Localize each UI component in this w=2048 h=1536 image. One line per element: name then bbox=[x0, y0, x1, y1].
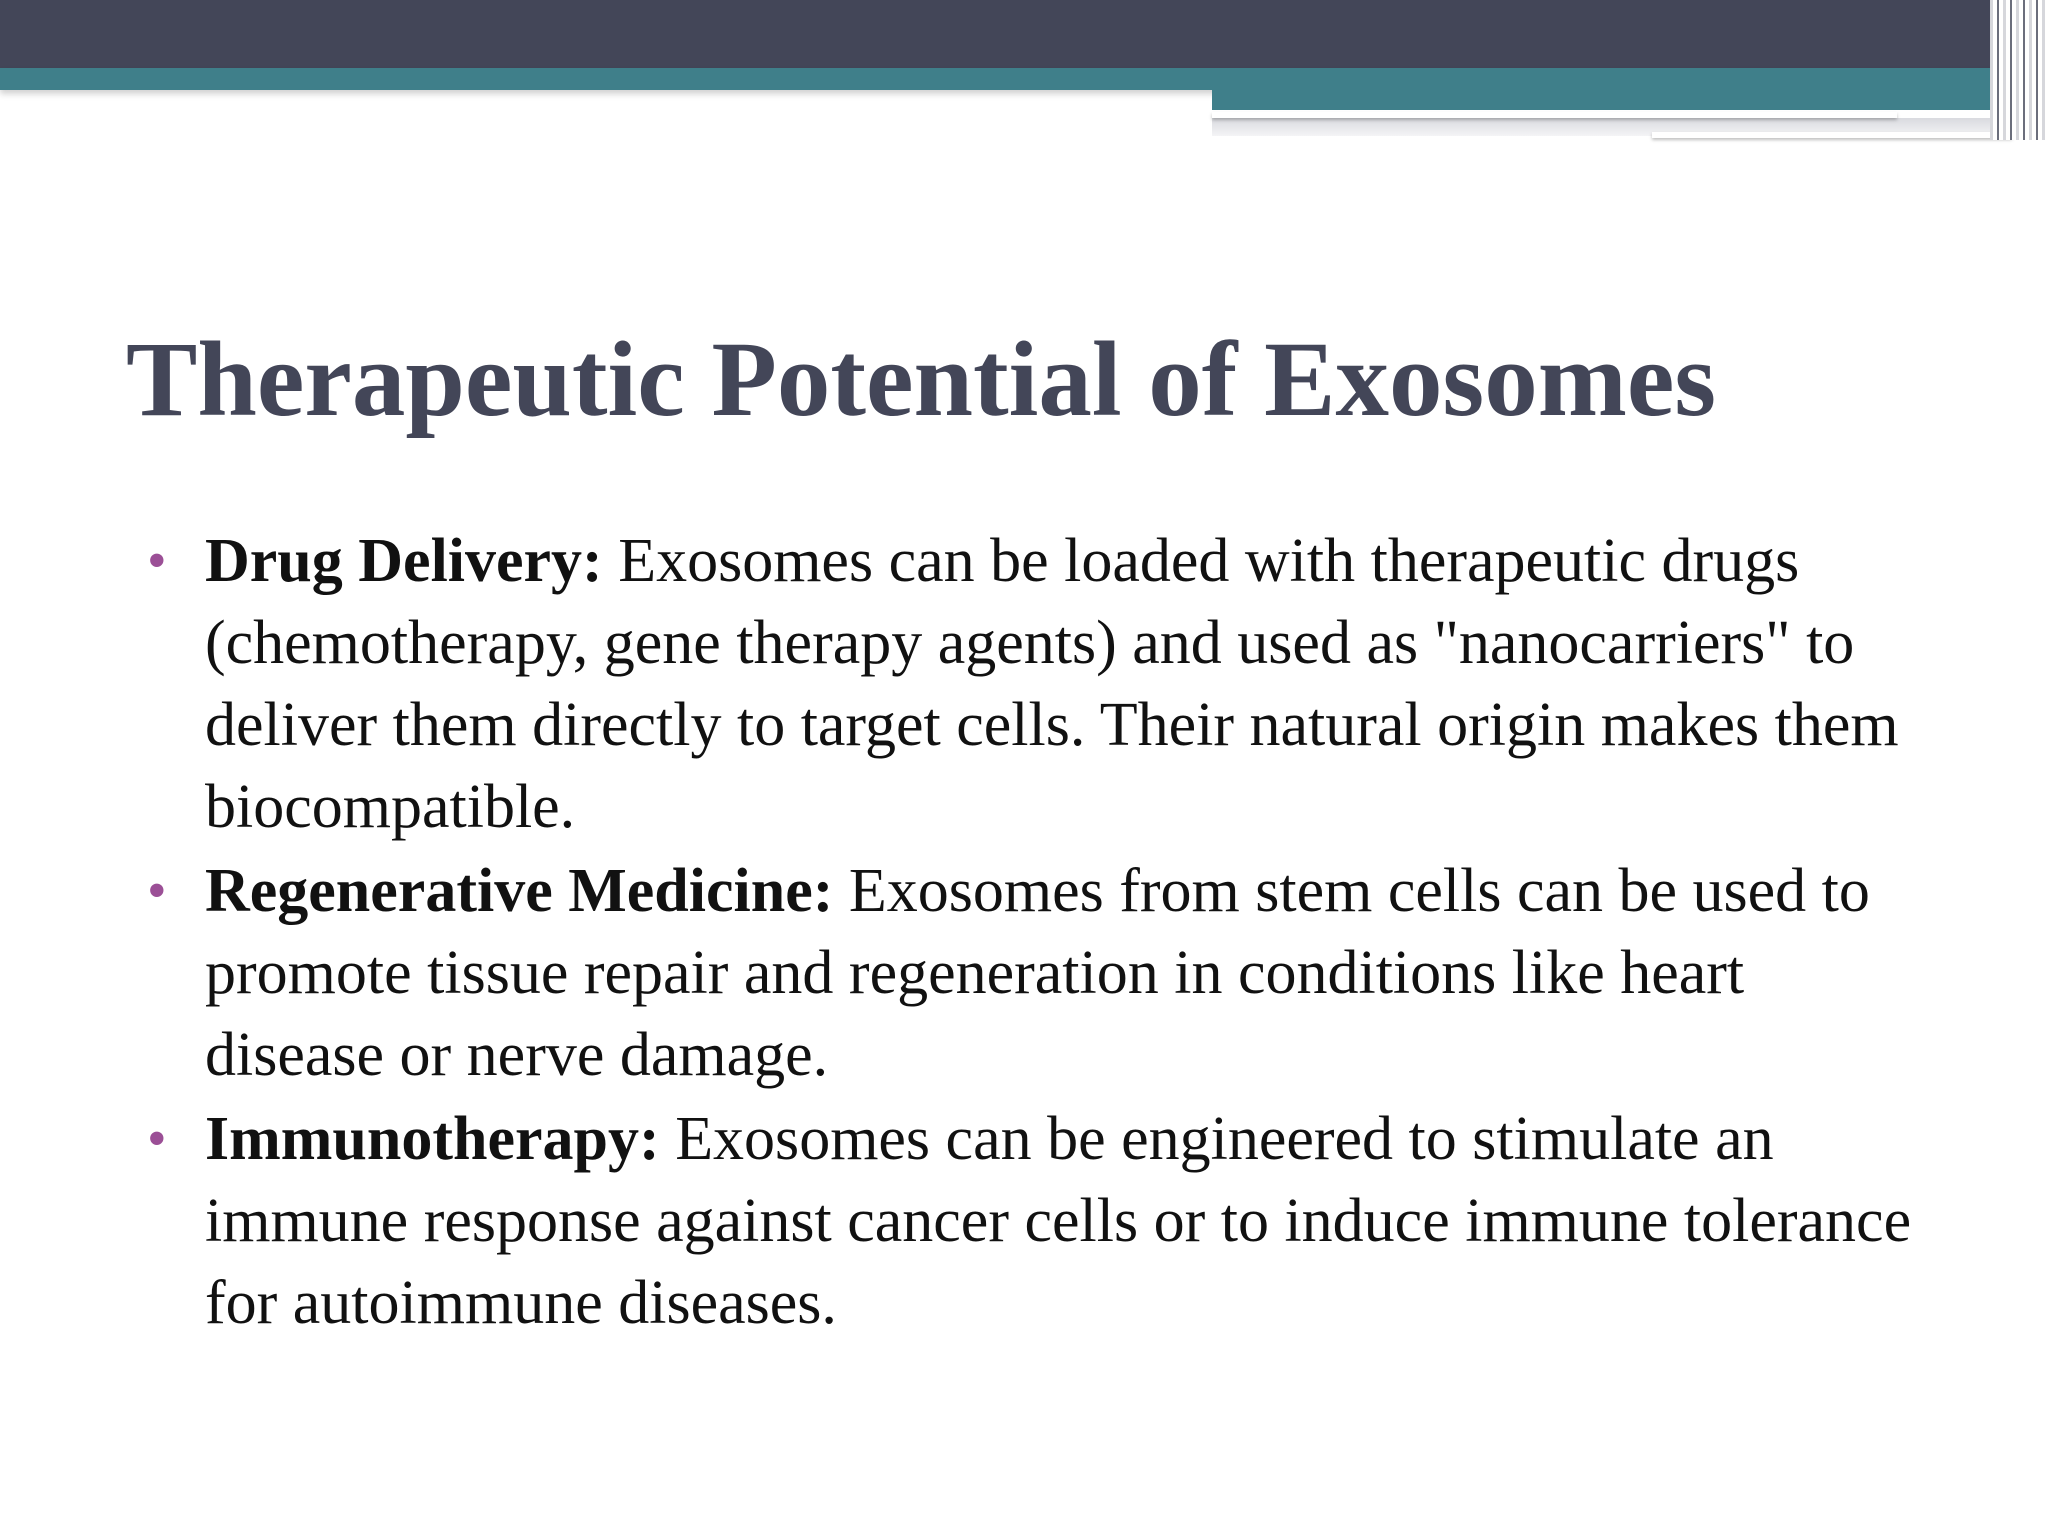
bullet-term: Drug Delivery: bbox=[205, 527, 603, 595]
slide-title: Therapeutic Potential of Exosomes bbox=[126, 321, 1716, 439]
bullet-item-immunotherapy bbox=[147, 1098, 1925, 1344]
header-band-teal bbox=[0, 68, 2048, 90]
bullet-term: Immunotherapy: bbox=[205, 1105, 660, 1173]
header-band-teal-step bbox=[1212, 88, 2048, 110]
header-rule-short bbox=[1652, 132, 2012, 138]
bullet-list bbox=[147, 520, 1925, 1346]
bullet-dot-icon: • bbox=[147, 1108, 167, 1170]
bullet-term: Regenerative Medicine: bbox=[205, 857, 834, 925]
header-right-stripes bbox=[1990, 0, 2048, 140]
bullet-text: Exosomes can be engineered to stimulate an immune response against cancer cells or to induce immune tolerance for autoimmune diseases. bbox=[205, 1105, 1912, 1337]
header-rule-long bbox=[1212, 112, 1897, 118]
bullet-item-drug-delivery bbox=[147, 520, 1925, 848]
header-band-dark bbox=[0, 0, 2048, 68]
bullet-text: Exosomes can be loaded with therapeutic drugs (chemotherapy, gene therapy agents) and used as "nanocarriers" to deliver them directly to target cells. Their natural origin makes them biocompatible. bbox=[205, 527, 1899, 841]
bullet-dot-icon: • bbox=[147, 530, 167, 592]
bullet-text: Exosomes from stem cells can be used to promote tissue repair and regeneration in conditions like heart disease or nerve damage. bbox=[205, 857, 1870, 1089]
bullet-item-regenerative-medicine bbox=[147, 850, 1925, 1096]
bullet-dot-icon: • bbox=[147, 860, 167, 922]
